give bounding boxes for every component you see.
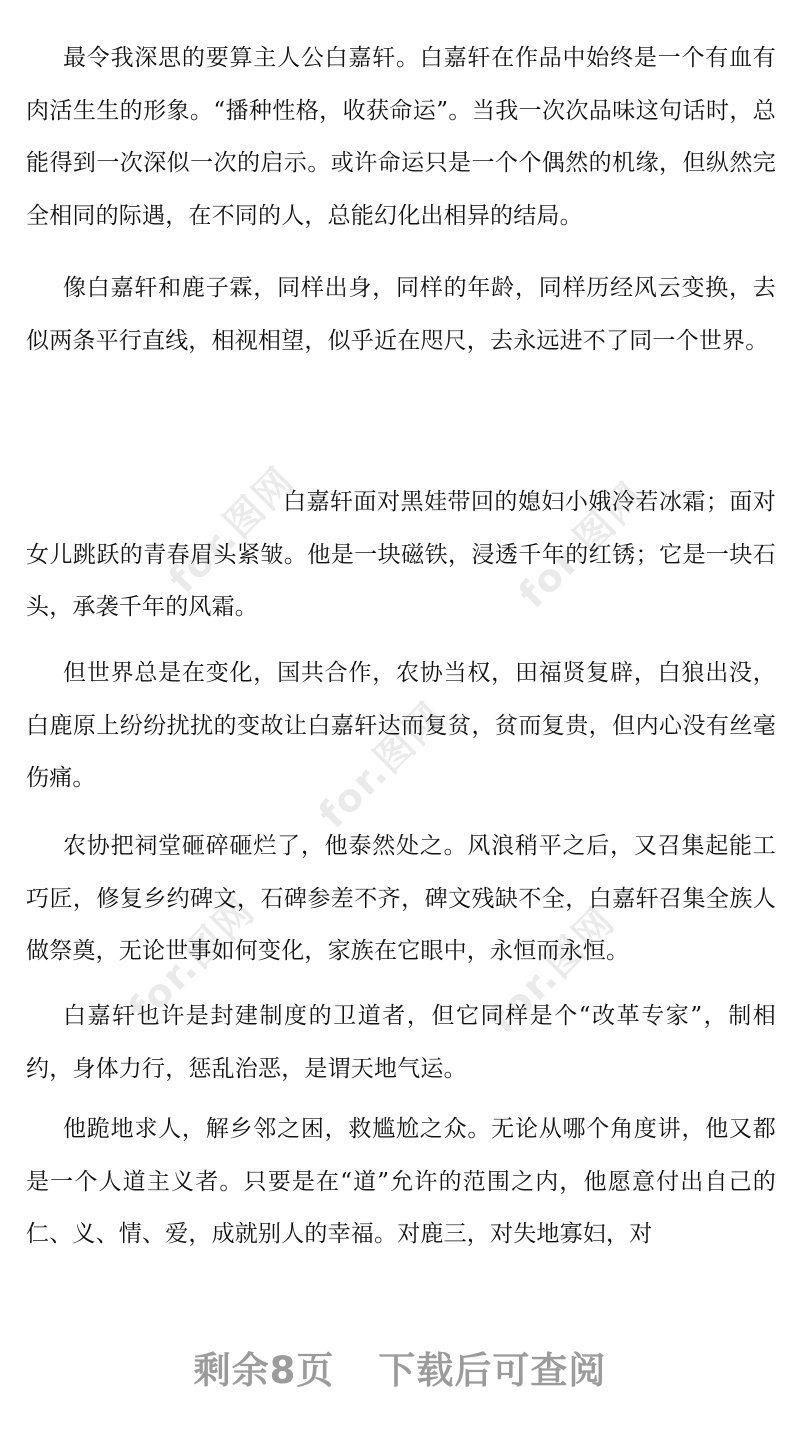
paragraph: 白嘉轩也许是封建制度的卫道者，但它同样是个“改革专家”，制相约，身体力行，惩乱治恶，是谓天地气运。 [26,1003,776,1082]
paragraph: 白嘉轩面对黑娃带回的媳妇小娥冷若冰霜；面对女儿跳跃的青春眉头紧皱。他是一块磁铁，浸透千年的红锈；它是一块石头，承袭千年的风霜。 [26,489,776,620]
watermark: for.图网 [120,888,264,1032]
paragraph: 农协把祠堂砸碎砸烂了，他泰然处之。风浪稍平之后，又召集起能工巧匠，修复乡约碑文，石碑参差不齐，碑文残缺不全，白嘉轩召集全族人做祭奠，无论世事如何变化，家族在它眼中，永恒而永恒。 [26,833,776,964]
watermark: for.图网 [160,458,304,602]
download-text[interactable]: 下载后可查阅 [378,1349,607,1392]
paragraph: 他跪地求人，解乡邻之困，救尴尬之众。无论从哪个角度讲，他又都是一个人道主义者。只要是在“道”允许的范围之内，他愿意付出自己的仁、义、情、爱，成就别人的幸福。对鹿三，对失地寡妇，对 [26,1116,776,1247]
paragraph: 但世界总是在变化，国共合作，农协当权，田福贤复辟，白狼出没，白鹿原上纷纷扰扰的变故让白嘉轩达而复贫，贫而复贵，但内心没有丝毫伤痛。 [26,660,776,791]
remaining-pages-text: 剩余8页 [193,1349,335,1392]
watermark: for.图网 [480,898,624,1042]
paragraph: 像白嘉轩和鹿子霖，同样出身，同样的年龄，同样历经风云变换，去似两条平行直线，相视相望，似乎近在咫尺，去永远进不了同一个世界。 [26,275,776,354]
paragraph: 最令我深思的要算主人公白嘉轩。白嘉轩在作品中始终是一个有血有肉活生生的形象。“播种性格，收获命运”。当我一次次品味这句话时，总能得到一次深似一次的启示。或许命运只是一个个偶然的机缘，但纵然完全相同的际遇，在不同的人，总能幻化出相异的结局。 [26,45,776,229]
download-prompt[interactable] [0,1340,800,1394]
watermark: for.图网 [310,693,454,837]
watermark: for.图网 [510,473,654,617]
